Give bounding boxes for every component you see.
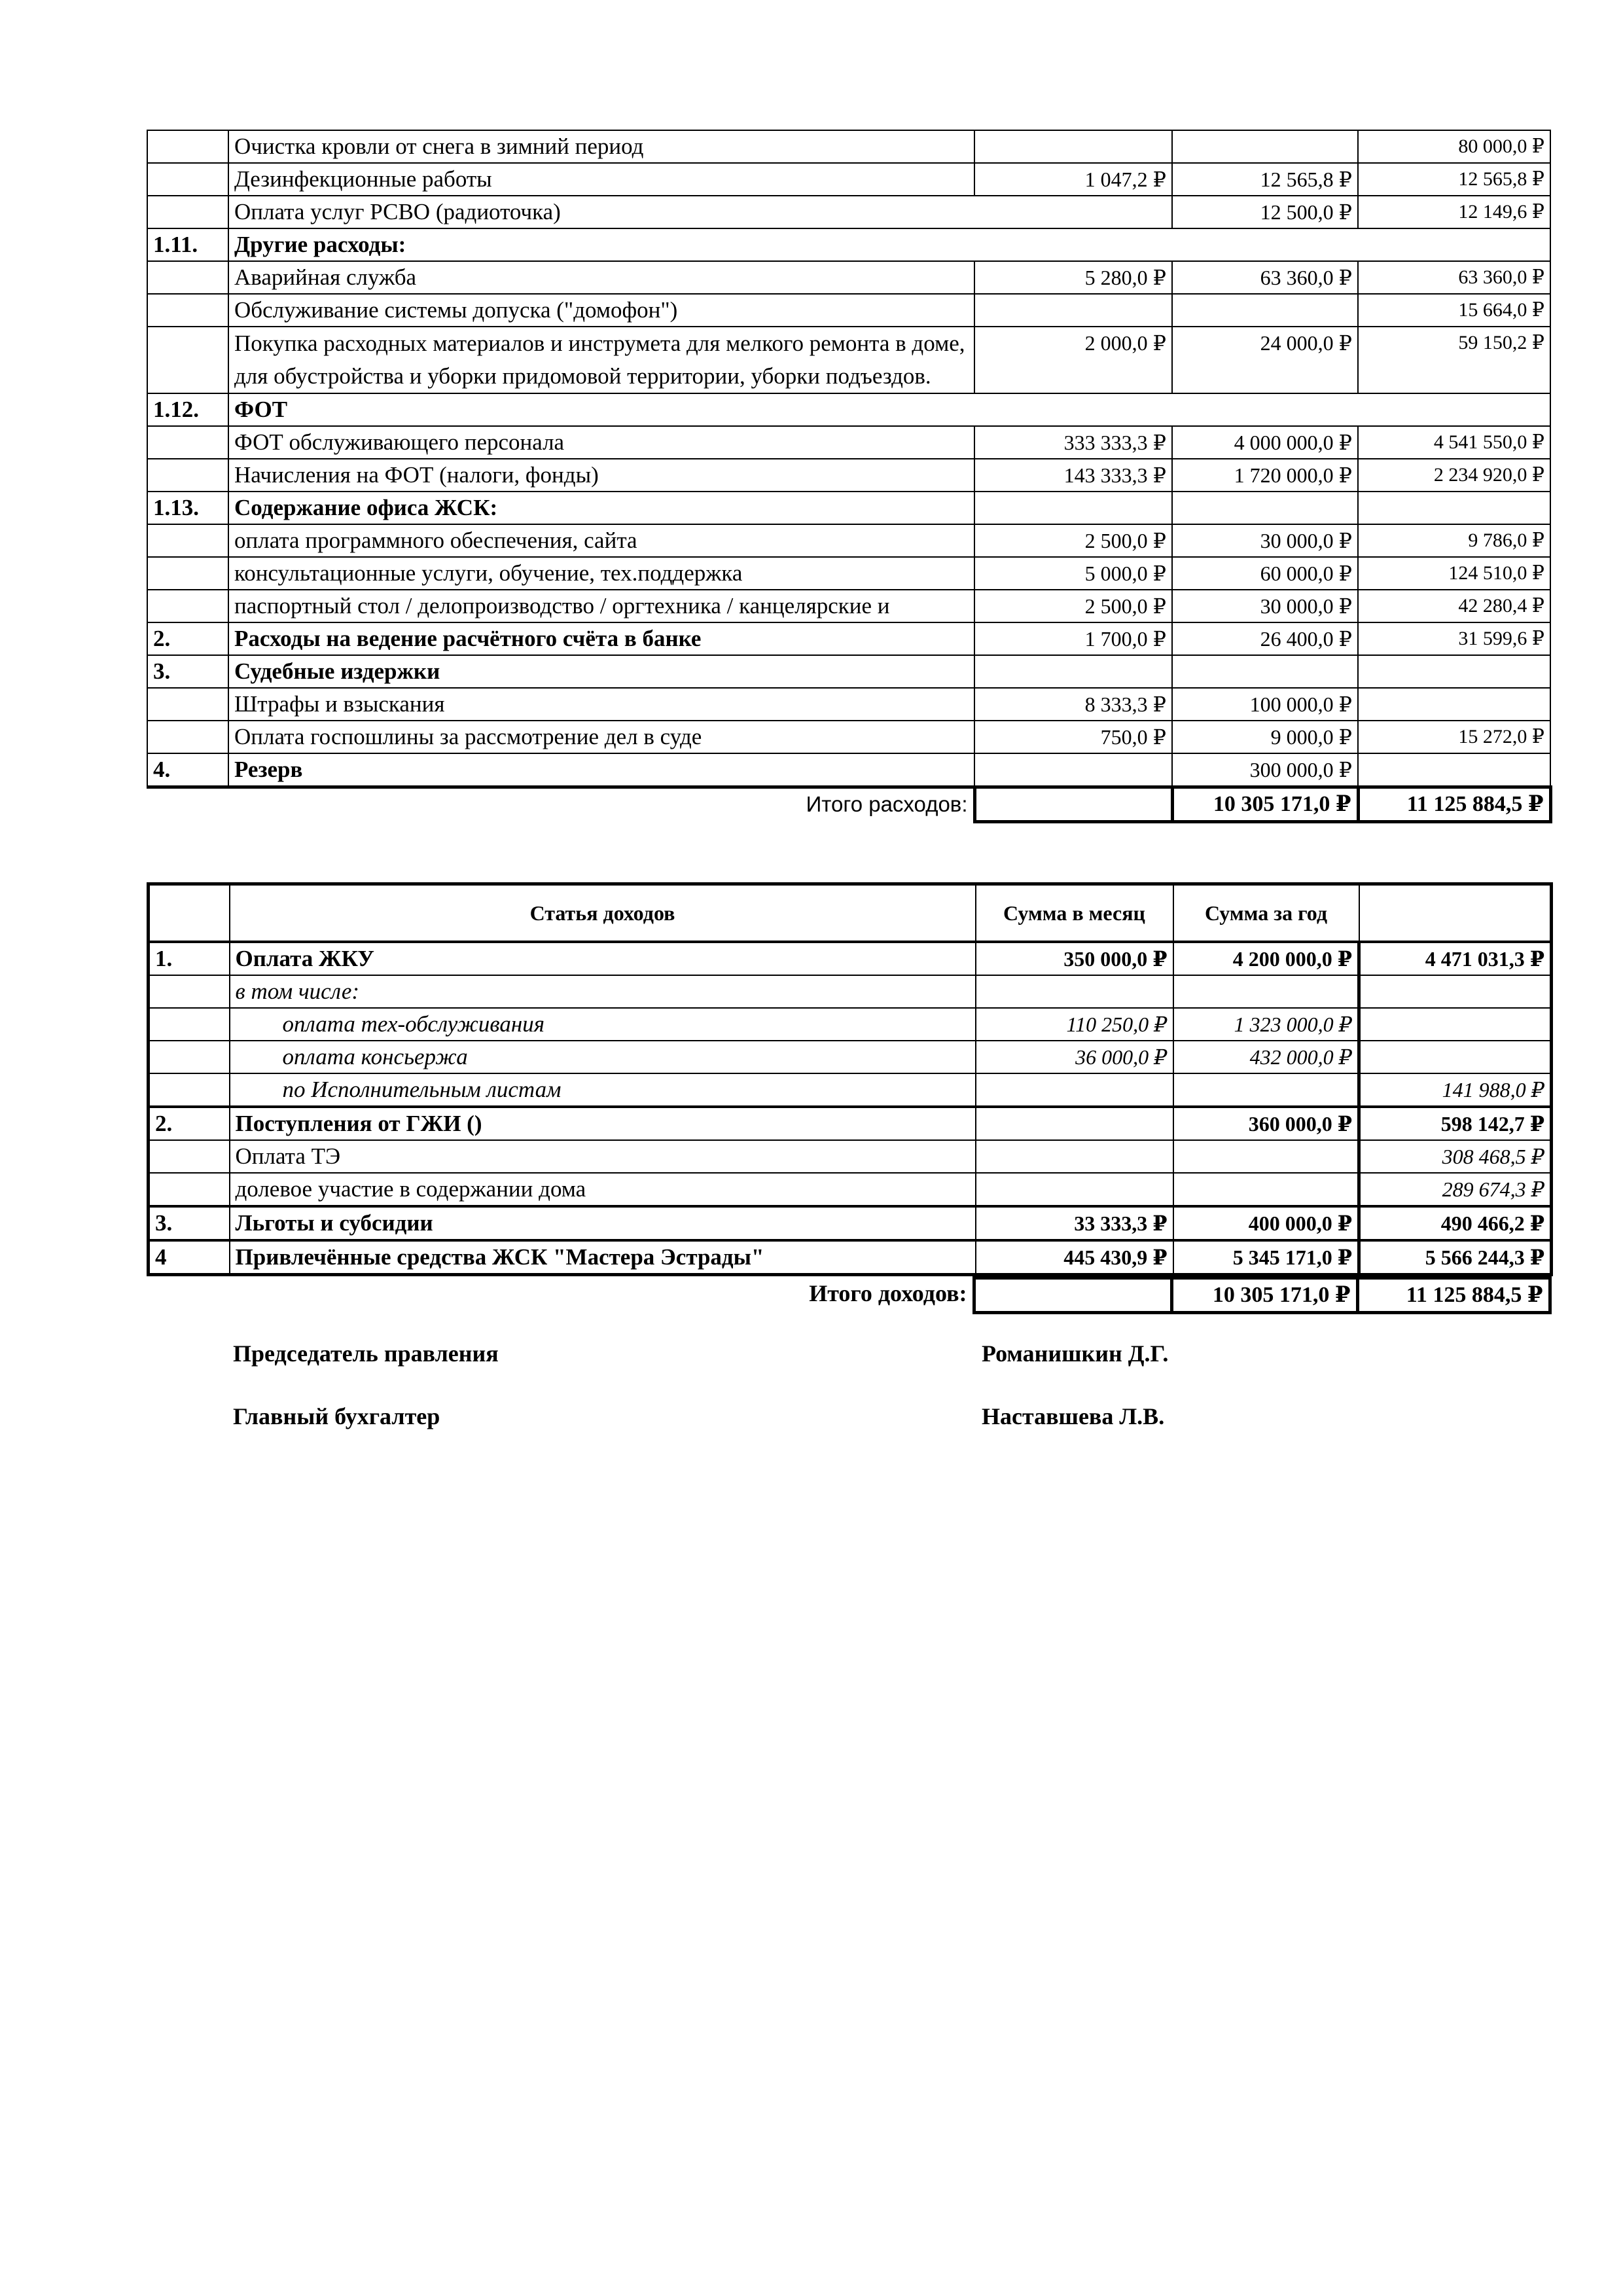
income-header-num [149, 884, 230, 942]
expense-num: 3. [147, 655, 228, 688]
income-row [149, 1041, 1552, 1073]
expense-fact [1358, 492, 1550, 524]
expense-num [147, 688, 228, 721]
expenses-table [147, 130, 1552, 823]
expense-name: Расходы на ведение расчётного счёта в банке [228, 622, 974, 655]
expense-year: 60 000,0 ₽ [1172, 557, 1358, 590]
expense-month [974, 492, 1172, 524]
income-name: Поступления от ГЖИ () [230, 1107, 976, 1140]
expenses-total-row [147, 787, 1550, 822]
expense-month: 750,0 ₽ [974, 721, 1172, 753]
expense-name: Штрафы и взыскания [228, 688, 974, 721]
expense-num [147, 524, 228, 557]
income-row [149, 942, 1552, 975]
income-table [147, 882, 1553, 1276]
expense-fact [1358, 655, 1550, 688]
income-row [149, 1140, 1552, 1173]
expense-year: 4 000 000,0 ₽ [1172, 426, 1358, 459]
expense-year [1172, 492, 1358, 524]
income-row [149, 1240, 1552, 1275]
income-name: оплата тех-обслуживания [230, 1008, 976, 1041]
expense-month: 2 500,0 ₽ [974, 524, 1172, 557]
expense-name: Очистка кровли от снега в зимний период [228, 130, 974, 163]
expense-month: 2 500,0 ₽ [974, 590, 1172, 622]
expense-row [147, 688, 1550, 721]
income-row [149, 1073, 1552, 1107]
expenses-total-month [974, 787, 1172, 822]
expense-row [147, 228, 1550, 261]
expense-num [147, 196, 228, 228]
income-name: оплата консьержа [230, 1041, 976, 1073]
expense-num [147, 721, 228, 753]
expense-name: Дезинфекционные работы [228, 163, 974, 196]
expense-month: 5 000,0 ₽ [974, 557, 1172, 590]
expense-fact: 59 150,2 ₽ [1358, 327, 1550, 393]
income-name: Оплата ЖКУ [230, 942, 976, 975]
income-month [976, 1173, 1173, 1206]
expense-year: 12 500,0 ₽ [1172, 196, 1358, 228]
income-year: 360 000,0 ₽ [1173, 1107, 1359, 1140]
income-month [976, 975, 1173, 1008]
expense-month: 333 333,3 ₽ [974, 426, 1172, 459]
expense-num [147, 130, 228, 163]
income-num [149, 975, 230, 1008]
income-year [1173, 975, 1359, 1008]
income-month [976, 1073, 1173, 1107]
income-row [149, 1107, 1552, 1140]
expense-num [147, 426, 228, 459]
income-fact: 4 471 031,3 ₽ [1359, 942, 1552, 975]
expense-row [147, 426, 1550, 459]
expense-name: Покупка расходных материалов и инструмета для мелкого ремонта в доме, для обустройства и уборки придомовой территории, уборки подъездов. [228, 327, 974, 393]
expense-num [147, 163, 228, 196]
income-num [149, 1140, 230, 1173]
expense-fact: 4 541 550,0 ₽ [1358, 426, 1550, 459]
expense-name: Резерв [228, 753, 974, 787]
expense-fact [1358, 753, 1550, 787]
income-month [976, 1107, 1173, 1140]
income-num [149, 1173, 230, 1206]
expense-num: 1.13. [147, 492, 228, 524]
expense-fact: 9 786,0 ₽ [1358, 524, 1550, 557]
expenses-total-year: 10 305 171,0 ₽ [1172, 787, 1358, 822]
expense-row [147, 492, 1550, 524]
expense-row [147, 524, 1550, 557]
expense-year: 26 400,0 ₽ [1172, 622, 1358, 655]
income-total-month [974, 1278, 1171, 1312]
income-num [149, 1008, 230, 1041]
income-name: Оплата ТЭ [230, 1140, 976, 1173]
expense-fact [1358, 688, 1550, 721]
expense-row [147, 557, 1550, 590]
expense-num [147, 294, 228, 327]
expense-month: 5 280,0 ₽ [974, 261, 1172, 294]
income-total-fact: 11 125 884,5 ₽ [1357, 1278, 1550, 1312]
expense-row [147, 261, 1550, 294]
expense-name: Обслуживание системы допуска ("домофон") [228, 294, 974, 327]
expense-row [147, 622, 1550, 655]
income-row [149, 1173, 1552, 1206]
expense-name: Оплата услуг РСВО (радиоточка) [228, 196, 1172, 228]
expense-row [147, 753, 1550, 787]
expense-row [147, 655, 1550, 688]
income-month: 33 333,3 ₽ [976, 1206, 1173, 1240]
expense-name: Аварийная служба [228, 261, 974, 294]
income-name: в том числе: [230, 975, 976, 1008]
income-year [1173, 1173, 1359, 1206]
expense-name: консультационные услуги, обучение, тех.поддержка [228, 557, 974, 590]
income-fact: 598 142,7 ₽ [1359, 1107, 1552, 1140]
income-month: 350 000,0 ₽ [976, 942, 1173, 975]
expense-month: 1 047,2 ₽ [974, 163, 1172, 196]
expense-row [147, 163, 1550, 196]
accountant-name: Наставшева Л.В. [982, 1403, 1165, 1429]
income-year [1173, 1073, 1359, 1107]
expense-name: Начисления на ФОТ (налоги, фонды) [228, 459, 974, 492]
expense-fact: 31 599,6 ₽ [1358, 622, 1550, 655]
expense-num [147, 590, 228, 622]
income-month: 36 000,0 ₽ [976, 1041, 1173, 1073]
expense-month: 2 000,0 ₽ [974, 327, 1172, 393]
expense-fact: 12 149,6 ₽ [1358, 196, 1550, 228]
income-name: долевое участие в содержании дома [230, 1173, 976, 1206]
income-num: 1. [149, 942, 230, 975]
expense-year: 30 000,0 ₽ [1172, 590, 1358, 622]
expense-month: 8 333,3 ₽ [974, 688, 1172, 721]
income-month: 445 430,9 ₽ [976, 1240, 1173, 1275]
expense-row [147, 459, 1550, 492]
income-fact [1359, 1041, 1552, 1073]
expense-num: 1.12. [147, 393, 228, 426]
expense-year: 30 000,0 ₽ [1172, 524, 1358, 557]
income-fact: 308 468,5 ₽ [1359, 1140, 1552, 1173]
income-year [1173, 1140, 1359, 1173]
expense-month [974, 130, 1172, 163]
expense-num [147, 327, 228, 393]
expense-fact: 63 360,0 ₽ [1358, 261, 1550, 294]
income-num [149, 1073, 230, 1107]
expense-fact: 42 280,4 ₽ [1358, 590, 1550, 622]
accountant-title: Главный бухгалтер [233, 1403, 440, 1429]
income-fact [1359, 1008, 1552, 1041]
expense-row [147, 590, 1550, 622]
income-fact: 289 674,3 ₽ [1359, 1173, 1552, 1206]
expense-name: паспортный стол / делопроизводство / оргтехника / канцелярские и [228, 590, 974, 622]
income-num: 2. [149, 1107, 230, 1140]
income-name: Привлечённые средства ЖСК "Мастера Эстрады" [230, 1240, 976, 1275]
expense-year: 100 000,0 ₽ [1172, 688, 1358, 721]
income-num: 4 [149, 1240, 230, 1275]
expense-fact: 15 664,0 ₽ [1358, 294, 1550, 327]
income-row [149, 1206, 1552, 1240]
expense-year [1172, 294, 1358, 327]
expense-year: 24 000,0 ₽ [1172, 327, 1358, 393]
income-year: 4 200 000,0 ₽ [1173, 942, 1359, 975]
expense-year: 300 000,0 ₽ [1172, 753, 1358, 787]
income-header-row [149, 884, 1552, 942]
expense-name: Содержание офиса ЖСК: [228, 492, 974, 524]
expense-month [974, 294, 1172, 327]
expense-name: оплата программного обеспечения, сайта [228, 524, 974, 557]
expense-name: ФОТ [228, 393, 1550, 426]
income-num: 3. [149, 1206, 230, 1240]
expense-name: Судебные издержки [228, 655, 974, 688]
expense-year: 12 565,8 ₽ [1172, 163, 1358, 196]
expenses-section [147, 130, 1550, 823]
income-year: 5 345 171,0 ₽ [1173, 1240, 1359, 1275]
income-total-table [147, 1276, 1552, 1314]
income-fact: 141 988,0 ₽ [1359, 1073, 1552, 1107]
expense-month [974, 753, 1172, 787]
income-fact: 490 466,2 ₽ [1359, 1206, 1552, 1240]
expense-name: Другие расходы: [228, 228, 1550, 261]
income-header-year: Сумма за год [1173, 884, 1359, 942]
expense-row [147, 327, 1550, 393]
expense-num: 2. [147, 622, 228, 655]
expense-name: ФОТ обслуживающего персонала [228, 426, 974, 459]
expense-row [147, 393, 1550, 426]
income-name: Льготы и субсидии [230, 1206, 976, 1240]
expense-row [147, 294, 1550, 327]
income-year: 432 000,0 ₽ [1173, 1041, 1359, 1073]
expense-month: 1 700,0 ₽ [974, 622, 1172, 655]
income-name: по Исполнительным листам [230, 1073, 976, 1107]
expense-year: 1 720 000,0 ₽ [1172, 459, 1358, 492]
income-month [976, 1140, 1173, 1173]
expense-row [147, 721, 1550, 753]
income-total-year: 10 305 171,0 ₽ [1171, 1278, 1357, 1312]
expense-fact: 2 234 920,0 ₽ [1358, 459, 1550, 492]
expense-fact: 12 565,8 ₽ [1358, 163, 1550, 196]
income-num [149, 1041, 230, 1073]
income-total-row [147, 1278, 1550, 1312]
expense-year [1172, 130, 1358, 163]
expense-num: 1.11. [147, 228, 228, 261]
chair-name: Романишкин Д.Г. [982, 1340, 1169, 1367]
expenses-total-fact: 11 125 884,5 ₽ [1358, 787, 1550, 822]
expense-fact: 124 510,0 ₽ [1358, 557, 1550, 590]
expense-num: 4. [147, 753, 228, 787]
chair-title: Председатель правления [233, 1340, 499, 1367]
income-year: 1 323 000,0 ₽ [1173, 1008, 1359, 1041]
income-section [147, 882, 1550, 1314]
expense-month [974, 655, 1172, 688]
expense-year: 9 000,0 ₽ [1172, 721, 1358, 753]
expense-num [147, 261, 228, 294]
income-fact [1359, 975, 1552, 1008]
income-header-fact [1359, 884, 1552, 942]
income-header-month: Сумма в месяц [976, 884, 1173, 942]
expense-row [147, 196, 1550, 228]
income-year: 400 000,0 ₽ [1173, 1206, 1359, 1240]
expense-row [147, 130, 1550, 163]
expense-num [147, 459, 228, 492]
income-row [149, 975, 1552, 1008]
income-total-label: Итого доходов: [809, 1280, 967, 1306]
expense-num [147, 557, 228, 590]
income-header-name: Статья доходов [230, 884, 976, 942]
income-month: 110 250,0 ₽ [976, 1008, 1173, 1041]
expense-year: 63 360,0 ₽ [1172, 261, 1358, 294]
expenses-total-label: Итого расходов: [806, 792, 968, 816]
expense-year [1172, 655, 1358, 688]
income-fact: 5 566 244,3 ₽ [1359, 1240, 1552, 1275]
expense-fact: 80 000,0 ₽ [1358, 130, 1550, 163]
expense-month: 143 333,3 ₽ [974, 459, 1172, 492]
expense-fact: 15 272,0 ₽ [1358, 721, 1550, 753]
expense-name: Оплата госпошлины за рассмотрение дел в суде [228, 721, 974, 753]
income-row [149, 1008, 1552, 1041]
